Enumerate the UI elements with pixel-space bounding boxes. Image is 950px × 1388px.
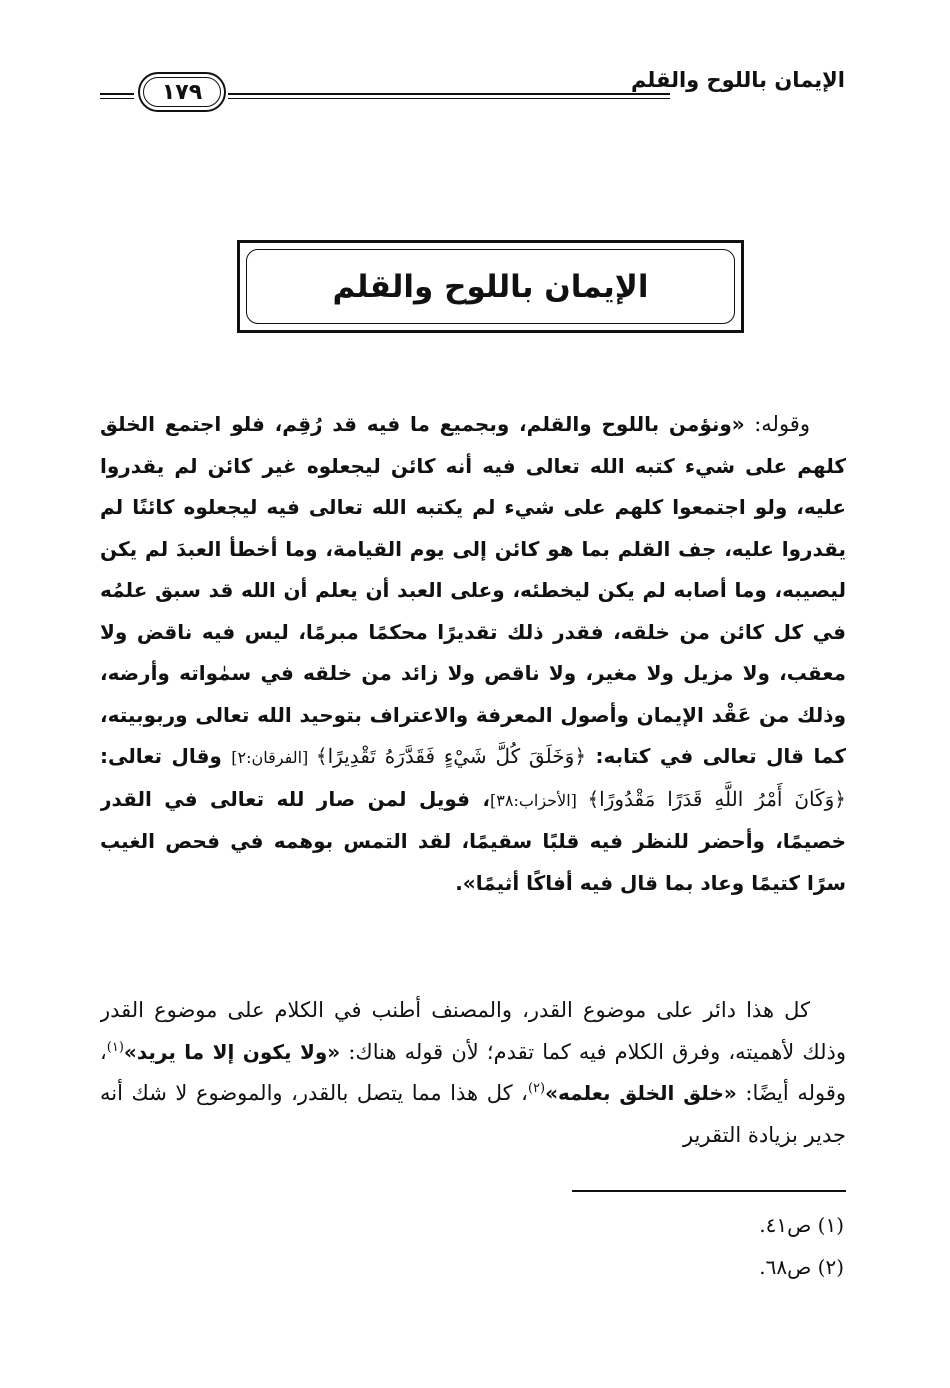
section-title-frame xyxy=(237,240,744,333)
footnote-marker-2: (٢) xyxy=(527,1081,546,1096)
commentary-text-a: كل هذا دائر على موضوع القدر، والمصنف أطنب في الكلام على موضوع القدر وذلك لأهميته، وفرق الكلام فيه كما تقدم؛ لأن قوله هناك: xyxy=(100,998,846,1064)
footnote-2-marker: (٢) xyxy=(817,1255,844,1279)
footnote-2-text: ص٦٨. xyxy=(759,1255,812,1279)
commentary-quote-a: «ولا يكون إلا ما يريد» xyxy=(123,1039,341,1064)
verse-reference-2: [الأحزاب:٣٨] xyxy=(490,790,588,810)
footnote-1 xyxy=(444,1204,844,1246)
page-header xyxy=(100,62,845,112)
footnote-1-text: ص٤١. xyxy=(759,1213,812,1237)
section-title: الإيمان باللوح والقلم xyxy=(332,268,649,305)
commentary-text-b: ، وقوله أيضًا: xyxy=(100,1039,846,1105)
header-rule-left-thin xyxy=(100,98,134,99)
footnote-1-marker: (١) xyxy=(817,1213,844,1237)
commentary-text-c: ، كل هذا مما يتصل بالقدر، والموضوع لا شك أنه جدير بزيادة التقرير xyxy=(100,1081,846,1147)
header-rule-thin xyxy=(228,98,670,99)
header-rule-left xyxy=(100,93,134,95)
quran-verse-1: ﴿وَخَلَقَ كُلَّ شَيْءٍ فَقَدَّرَهُ تَقْدِيرًا﴾ xyxy=(315,744,587,768)
quran-verse-2: ﴿وَكَانَ أَمْرُ اللَّهِ قَدَرًا مَقْدُورًا﴾ xyxy=(587,786,846,811)
commentary-quote-b: «خلق الخلق بعلمه» xyxy=(545,1081,737,1105)
running-title: الإيمان باللوح والقلم xyxy=(630,68,845,92)
section-title-inner-frame xyxy=(246,249,735,324)
footnotes xyxy=(444,1204,844,1288)
verse-reference-1: [الفرقان:٢] xyxy=(231,748,316,767)
header-rule xyxy=(228,93,670,95)
paragraph-quotation xyxy=(100,404,846,989)
quote-intro: وقوله: xyxy=(744,412,810,436)
quoted-text-main: «ونؤمن باللوح والقلم، وبجميع ما فيه قد رُقِم، فلو اجتمع الخلق كلهم على شيء كتبه الله تعالى فيه أنه كائن ليجعلوه غير كائن لم يقدروا عليه، ولو اجتمعوا كلهم على شيء لم يكتبه الله تعالى فيه ليجعلوه كائنًا لم يقدروا عليه، جف القلم بما هو كائن إلى يوم القيامة، وما أخطأ العبدَ لم يكن ليصيبه، وما أصابه لم يكن ليخطئه، وعلى العبد أن يعلم أن الله قد سبق علمُه في كل كائن من خلقه، فقدر ذلك تقديرًا محكمًا مبرمًا، ليس فيه ناقض ولا معقب، ولا مزيل ولا مغير، ولا ناقص ولا زائد من خلقه في سمٰواته وأرضه، وذلك من عَقْد الإيمان وأصول المعرفة والاعتراف بتوحيد الله تعالى وربوبيته، كما قال تعالى في كتابه: xyxy=(100,412,846,768)
footnote-2 xyxy=(444,1246,844,1288)
footnote-marker-1: (١) xyxy=(106,1039,124,1055)
page-number: ١٧٩ xyxy=(161,79,203,105)
quoted-text-mid: وقال تعالى: xyxy=(100,744,232,768)
quoted-text-end: ، فويل لمن صار لله تعالى في القدر خصيمًا، وأحضر للنظر فيه قلبًا سقيمًا، لقد التمس بوهمه في فحص الغيب سرًا كتيمًا وعاد بما قال فيه أفاكًا أثيمًا». xyxy=(100,786,846,895)
footnote-separator xyxy=(572,1190,846,1192)
paragraph-commentary xyxy=(100,990,846,1170)
page-number-badge xyxy=(138,72,226,112)
